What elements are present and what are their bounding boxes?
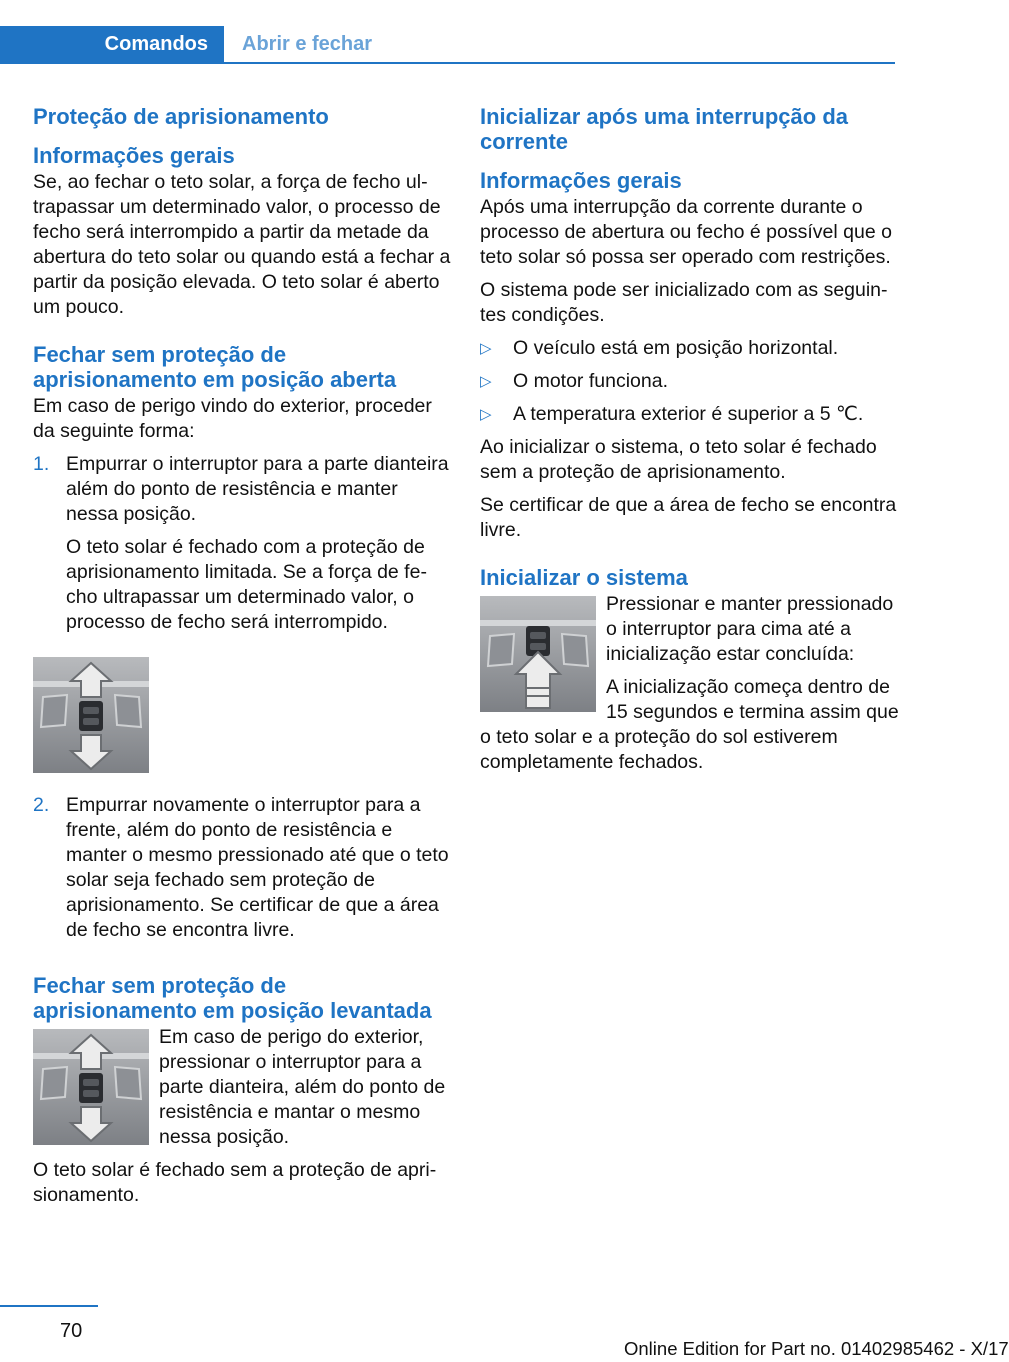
switch-figure-levantada: [33, 1029, 149, 1145]
switch-figure-up-down: [33, 657, 451, 773]
step-note: O teto solar é fechado com a proteção de aprisionamento limitada. Se a força de fecho ultrapassar um determinado valor, o processo de fecho será interrompido.: [66, 536, 427, 633]
paragraph-inicializar-fechado: Ao inicializar o sistema, o teto solar é fechado sem a proteção de aprisionamento.: [480, 436, 877, 483]
paragraph-condicoes: O sistema pode ser inicializado com as seguintes condições.: [480, 279, 888, 326]
tab-comandos[interactable]: [0, 26, 224, 62]
section-title-protecao: Proteção de aprisionamento: [33, 104, 329, 129]
heading-fechar-aberta: Fechar sem proteção de aprisionamento em posição aberta: [33, 342, 397, 392]
paragraph-levantada: Em caso de perigo do exterior, pressionar o interruptor para a parte dianteira, além do ponto de resistência e mantar o mesmo nessa posição.: [159, 1026, 446, 1148]
section-title-inicializar: Inicializar após uma interrupção da corrente: [480, 104, 848, 154]
levantada-block: [33, 1025, 451, 1158]
right-column: [480, 98, 900, 783]
triangle-bullet-icon: ▷: [480, 406, 492, 423]
paragraph-pressionar: Pressionar e manter pressionado o interruptor para cima até a inicialização estar concluída:: [606, 593, 894, 665]
step-number: 2.: [33, 794, 50, 816]
edition-footer: Online Edition for Part no. 01402985462 - X/17: [624, 1338, 1009, 1359]
heading-informacoes-gerais: Informações gerais: [33, 143, 235, 168]
step-item: [33, 452, 451, 643]
page-header: [0, 26, 895, 64]
tab-abrir-e-fechar-label: Abrir e fechar: [242, 32, 373, 55]
heading-inicializar-sistema: Inicializar o sistema: [480, 565, 688, 590]
heading-fechar-levantada: Fechar sem proteção de aprisionamento em posição levantada: [33, 973, 432, 1023]
step-item: [33, 793, 451, 951]
list-item: [480, 402, 900, 427]
page-number: 70: [60, 1320, 83, 1342]
heading-informacoes-gerais-right: Informações gerais: [480, 168, 682, 193]
step-number: 1.: [33, 453, 50, 475]
list-item: [480, 369, 900, 394]
step-text: Empurrar o interruptor para a parte dianteira além do ponto de resistência e manter nessa posição.: [66, 453, 449, 525]
paragraph-area-livre: Se certificar de que a área de fecho se encontra livre.: [480, 494, 897, 541]
list-item-text: O veículo está em posição horizontal.: [513, 337, 839, 359]
paragraph-interrupcao: Após uma interrupção da corrente durante o processo de abertura ou fecho é possível que o teto solar só possa ser operado com restrições.: [480, 196, 892, 268]
footer-divider: [0, 1305, 98, 1307]
paragraph-levantada-after: O teto solar é fechado sem a proteção de aprisionamento.: [33, 1159, 437, 1206]
list-item: [480, 336, 900, 361]
inicializar-block: [480, 592, 900, 775]
paragraph-informacoes: Se, ao fechar o teto solar, a força de fecho ultrapassar um determinado valor, o processo de fecho será interrompido a partir da metade da abertura do teto solar ou quando está a fechar a partir da posição elevada. O teto solar é aberto um pouco.: [33, 171, 451, 318]
paragraph-inicializacao-comeca: A inicialização começa dentro de 15 segundos e termina assim que o teto solar e a proteção do sol estiverem completamente fechados.: [480, 676, 899, 773]
tab-abrir-e-fechar[interactable]: [224, 26, 372, 62]
tab-comandos-label: Comandos: [104, 32, 208, 55]
left-column: [33, 98, 451, 1216]
list-item-text: A temperatura exterior é superior a 5 ℃.: [513, 403, 864, 425]
paragraph-perigo: Em caso de perigo vindo do exterior, proceder da seguinte forma:: [33, 395, 432, 442]
switch-icon: [33, 657, 149, 773]
triangle-bullet-icon: ▷: [480, 373, 492, 390]
list-item-text: O motor funciona.: [513, 370, 668, 392]
switch-figure-press-up: [480, 596, 596, 712]
triangle-bullet-icon: ▷: [480, 340, 492, 357]
step-text: Empurrar novamente o interruptor para a frente, além do ponto de resistência e manter o mesmo pressionado até que o teto solar seja fechado sem proteção de aprisionamento. Se certificar de que a área de fecho se encontra livre.: [66, 794, 449, 941]
